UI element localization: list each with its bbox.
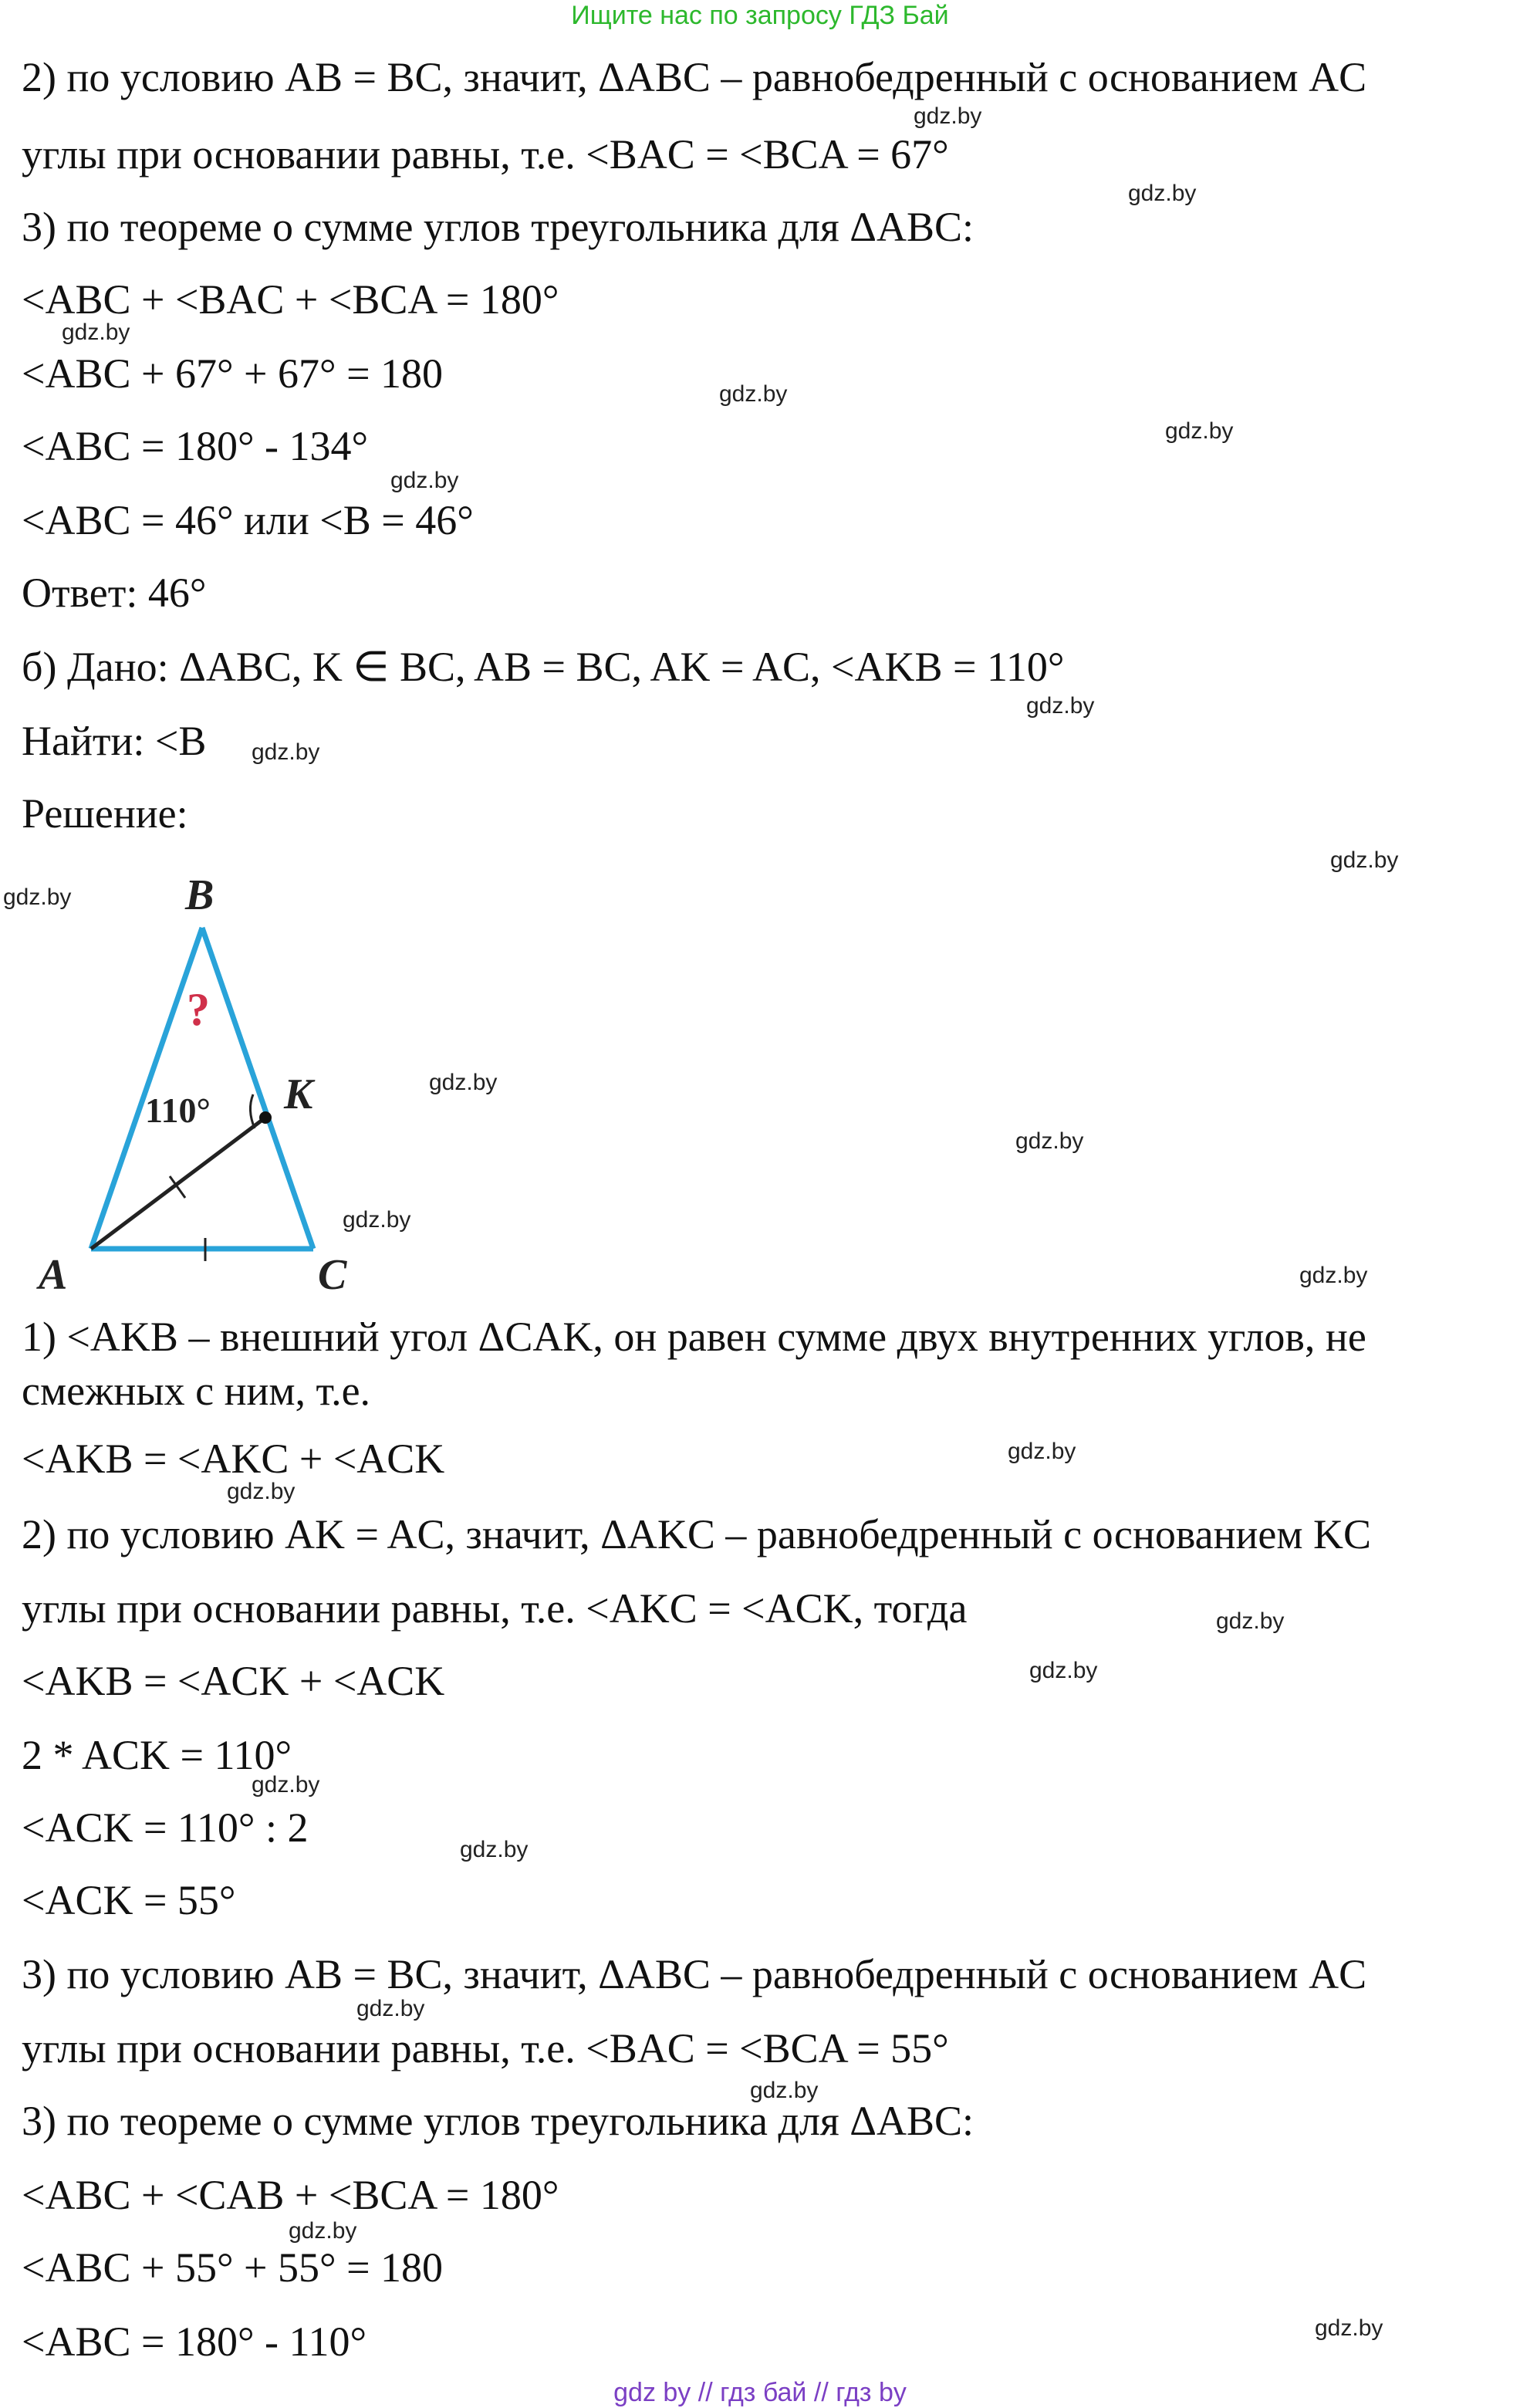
text-line: углы при основании равны, т.е. <AKC = <ACK, тогда [22,1585,968,1632]
text-line: 2) по условию AK = AC, значит, ΔAKC – равнобедренный с основанием KC [22,1511,1372,1557]
watermark: gdz.by [1026,693,1095,719]
watermark: gdz.by [1165,418,1234,444]
vertex-label-b: B [185,871,214,919]
watermark: gdz.by [356,1996,425,2021]
text-line: б) Дано: ΔABC, K ∈ BC, AB = BC, AK = AC, <AKB = 110° [22,644,1065,690]
side-ab [91,928,202,1249]
unknown-angle-mark: ? [187,984,210,1035]
text-line: Найти: <B [22,718,207,764]
watermark: gdz.by [390,468,459,493]
watermark: gdz.by [719,381,788,407]
text-line: 3) по теореме о сумме углов треугольника для ΔABC: [22,204,974,250]
angle-label: 110° [145,1091,211,1130]
text-line: <ABC + <CAB + <BCA = 180° [22,2172,559,2218]
text-line: углы при основании равны, т.е. <BAC = <BCA = 55° [22,2025,949,2071]
watermark: gdz.by [62,320,130,345]
watermark: gdz.by [1128,181,1197,206]
text-line: <AKB = <ACK + <ACK [22,1658,445,1704]
watermark: gdz.by [3,884,72,910]
angle-arc [250,1094,255,1128]
text-line: 3) по условию AB = BC, значит, ΔABC – равнобедренный с основанием AC [22,1951,1367,1997]
watermark: gdz.by [1299,1263,1368,1288]
watermark: gdz.by [252,1772,320,1798]
text-line: <ACK = 110° : 2 [22,1804,309,1851]
watermark: gdz.by [1008,1439,1076,1464]
watermark: gdz.by [252,739,320,765]
watermark: gdz.by [289,2218,357,2244]
segment-ak [91,1118,265,1249]
text-line: смежных с ним, т.е. [22,1368,371,1414]
vertex-label-k: K [284,1070,313,1118]
watermark: gdz.by [1029,1658,1098,1683]
text-line: <ABC = 46° или <B = 46° [22,497,474,543]
watermark: gdz.by [460,1837,529,1862]
text-line: <ABC = 180° - 110° [22,2318,367,2365]
point-k [259,1111,272,1124]
text-line: 1) <AKB – внешний угол ΔCAK, он равен сумме двух внутренних углов, не [22,1314,1366,1360]
watermark: gdz.by [1315,2315,1383,2341]
text-line: <ABC + 55° + 55° = 180 [22,2244,444,2291]
triangle-figure [23,863,378,1295]
text-line: <ABC + <BAC + <BCA = 180° [22,276,559,323]
text-line: <AKB = <AKC + <ACK [22,1436,445,1482]
text-line: 3) по теореме о сумме углов треугольника для ΔABC: [22,2098,974,2144]
watermark: gdz.by [343,1207,411,1233]
watermark: gdz.by [750,2078,819,2103]
text-line: <ABC = 180° - 134° [22,423,369,469]
vertex-label-c: C [318,1251,347,1295]
vertex-label-a: A [39,1251,68,1295]
watermark: gdz.by [227,1479,296,1504]
text-line: <ABC + 67° + 67° = 180 [22,350,444,397]
text-line: 2 * ACK = 110° [22,1732,292,1778]
watermark: gdz.by [1216,1608,1285,1634]
text-line: 2) по условию AB = BC, значит, ΔABC – равнобедренный с основанием AC [22,54,1367,100]
watermark: gdz.by [1330,847,1399,873]
top-banner[interactable]: Ищите нас по запросу ГДЗ Бай [571,1,949,30]
text-line: Решение: [22,790,188,837]
watermark: gdz.by [429,1070,498,1095]
watermark: gdz.by [914,103,982,129]
watermark: gdz.by [1015,1128,1084,1154]
triangle-diagram [23,863,378,1295]
text-line: углы при основании равны, т.е. <BAC = <BCA = 67° [22,131,949,178]
text-line: Ответ: 46° [22,570,207,616]
bottom-banner[interactable]: gdz by // гдз бай // гдз by [613,2378,907,2407]
text-line: <ACK = 55° [22,1877,236,1923]
